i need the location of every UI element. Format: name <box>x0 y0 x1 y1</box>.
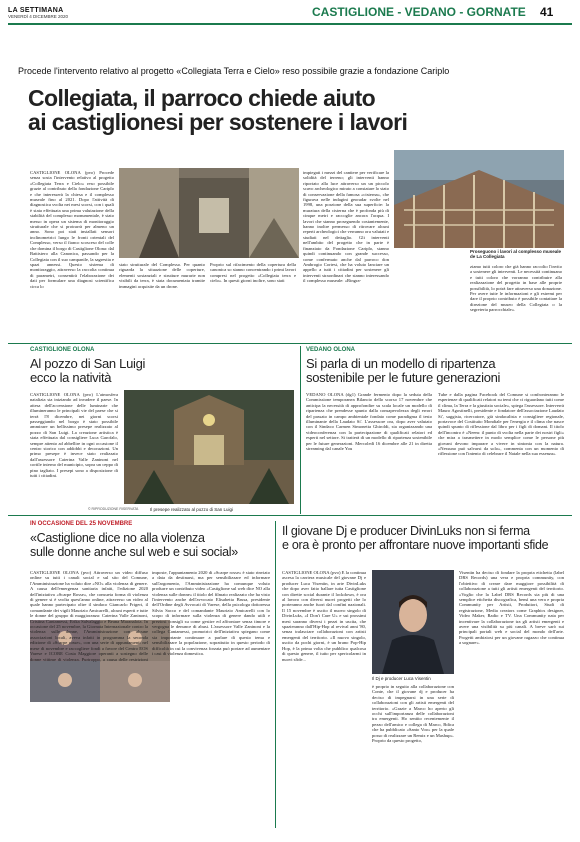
dj-headline-line1: Il giovane Dj e producer DivinLuks non si ferma <box>282 524 530 538</box>
luigi-tag: CASTIGLIONE OLONA <box>30 347 95 353</box>
ripartenza-headline <box>306 357 572 385</box>
luigi-headline-line1: Al pozzo di San Luigi <box>30 356 146 371</box>
lead-column-3: Proprio sul rifacimento della copertura della canonica so stanno concentrando i primi lavori compresi nel progetto «Collegiata terra e cielo». In questi giorni inoltre, sono stati <box>210 262 296 284</box>
ripartenza-headline-line2: sostenibile per le future generazioni <box>306 370 501 385</box>
dj-portrait-image <box>372 570 454 674</box>
violenza-headline-line1: «Castiglione dice no alla violenza <box>30 531 205 545</box>
luigi-column-1: CASTIGLIONE OLONA (pvo) L'atmosfera natalizia sta iniziando ad invadere il paese. In attesa dell'accensione delle luminarie che illumineranno le principali vie del paese che si terrà l'8 dicembre, nei giorni scorsi passeggiando nel borgo è stato possibile ammirare un bellissimo presepe realizzato al pozzo di San Luigi. La creazione artistica è stata effettuata dal consigliere Luca Garofalo, sempre attento ad abbellire in ogni occasione il centro storico con addobbi e decorazioni. Un primo presepe è invece stato realizzato dall'assessore Caterina Valle Zaninoni nel cortile interno del municipio, sopra un ceppo di pino tagliato. I presepi sono a disposizione di tutti i cittadini. <box>30 392 118 479</box>
lead-photo-scaffold <box>394 150 564 248</box>
lead-headline-line2: ai castiglionesi per sostenere i lavori <box>28 109 408 135</box>
dj-photo-caption: Il Dj e producer Luca Visentin <box>372 676 431 681</box>
bottom-column-divider <box>275 521 276 828</box>
page-number: 41 <box>540 5 554 19</box>
lead-bottom-rule <box>8 343 572 344</box>
ripartenza-column-2: Tube e dalla pagina Facebook del Comune si confronteranno le esperienze di qualificati relatori su temi che ci riguardano tutti come il clima, la Terra e la giustizia sociale», spiega l'assessore. Interverrà Mauro Agostinelli, presidente e fondatore dell'associazione Laudato Si', saggista, ricercatore, già sindacalista e consigliere regionale, portavoce del Costituito Mondiale per l'energia e il clima che nasce quindi spunto di riflessione dal libro per i figli di domani. Il titolo dell'incontro è «Neem: il punto di svolta nella parte dei nostri figli» che mira a trasmettere in modo semplice come le persone più giovani devono imparare a vivere in sintonia con la natura. «Nessuno può salvarsi da solo», commenta con un momento di riflessione con l'intento di celebrare il Natale nella sua essenza». <box>438 392 564 457</box>
masthead-left <box>8 7 68 19</box>
luigi-credit: © RIPRODUZIONE RISERVATA <box>88 507 139 511</box>
middle-rule <box>8 515 572 516</box>
masthead-rule <box>8 23 572 25</box>
lead-headline <box>28 86 528 134</box>
publication-name: LA SETTIMANA <box>8 7 64 14</box>
lead-photo-caption: Proseguono i lavori al complesso museale de La Collegiata <box>470 249 562 259</box>
column-divider <box>300 346 301 514</box>
violenza-headline-line2: sulle donne anche sul web e sui social» <box>30 545 238 559</box>
dj-headline-line2: e ora è pronto per affrontare nuove importanti sfide <box>282 538 549 552</box>
dj-headline <box>282 524 572 552</box>
lead-column-5: ziamo tutti coloro che già hanno raccolto l'invito a sostenere gli interventi. Le necessità continuano e tutti coloro che vorranno contribuire alla realizzazione del progetto in base alle proprie possibilità, lo potrà fare attraverso una donazione. Per avere tutte le informazioni e gli estremi per dare il proprio contributo è possibile contattare la direzione del museo della Collegiata o la segreteria parrocchiale». <box>470 264 562 313</box>
violenza-body: CASTIGLIONE OLONA (pvo) Attraverso un video diffuso online su tutti i canali social e sul sito del Comune, l'Amministrazione ha voluto dire «NO» alla violenza di genere. A causa dell'emergenza sanitaria infatti, l'edizione 2020 dell'iniziativa «Scarpe Rosse», che consueta forma di violenza di genere si è svolta quest'anno online, attraverso un video al quale hanno partecipato oltre il sindaco Giancarlo Frigeri, il comandante dei vigili Maurizio Amicarelli, alcuni esperti e tutte le donne del gruppo di maggioranza: Caterina Valle Zaninoni, Cristina Cantamessi, Erika Salvalaggio e Beana Maranaloia. In occasione del 25 novembre, la Giornata Internazionale contro la violenza sulle donne, l'Amministrazione con alcune associazioni locali, aveva infatti in programma la seconda edizione di «Scarpe rosse», con una serie di appuntamenti nel mese di novembre e raccogliere fondi a favore del Centro EOS Varese e ICORE Costa Maggiore operanti a sostegno delle donne vittime di violenza. Purtroppo, a causa delle restrizioni imposte, l'appuntamento 2020 di «Scarpe rosse» è stato rinviato a data da destinarsi, ma per sensibilizzare ed informare sull'argomento, l'Amministrazione ha comunque voluto produrre un contributo video «Castiglione sul web dice NO alla violenza sulle donne» il titolo del filmato realizzato che ha visto l'intervento anche dell'avvocato Elisabetta Brusa, presidente dell'Ordine degli Avvocati di Varese, della psicologa dottoressa Silvia Sacco e del comandante Maurizio Amicarelli con lo scopo di informare sulla violenza di genere dando utili e preziosi consigli su come gestire ed affrontare senza timore e vergogna le denunce di abusi. L'assessore Valle Zaninoni e la collega Cantamessi, promotrici dell'iniziativa spiegano come sia importante continuare a parlare di questo tema e sensibilizzare la popolazione, soprattutto in questo periodo di difficoltà in cui la convivenza forzata può portare ad aumentare i casi di violenza domestica. <box>30 570 270 662</box>
lead-photo-collegiata <box>119 168 299 258</box>
scaffolding-roof-image <box>394 150 564 248</box>
luigi-photo-caption: Il presepe realizzato al pozzo di San Luigi <box>150 507 234 512</box>
luigi-headline-line2: ecco la natività <box>30 370 112 385</box>
dj-photo-portrait <box>372 570 454 674</box>
luigi-photo-presepe <box>124 390 294 504</box>
violenza-headline <box>30 531 270 559</box>
ripartenza-column-1: VEDANO OLONA (dg1) Grande fermento dopo la seduta della Commissione temporanea Bilancio dello scorso 17 novembre che anticipa la necessità di approfondire su scala locale un modello di ripartenza che prendesse spunto dalla consapevolezza degli errori del passato in campo ambientale fondato come paradigma il testo illuminante della Laudato Si'. L'assessore ora, dopo aver valutato con il Sindaco Carmen Simonetta Ghiroldi, sta organizzando una videoconferenza con la partecipazione di qualificati relatori ed esperti nel settore. Si tratterà di un modello di ripartenza sostenibile per le future generazioni. Mercoledì 16 dicembre alle 21 in diretta streaming dal canale You <box>306 392 432 452</box>
dj-column-3: è proprio in seguito alla collaborazione con Conte, che il giovane dj e producer ha deciso di impegnarsi in una serie di collaborazioni con gli artisti emergenti del territorio. «Grazie a Marco ho aperto gli occhi sull'importanza delle collaborazioni tra emergenti. Ho sentito recentemente il pezzo dell'amico e collega di Marco, Bdica che ha pubblicato «Santo Voo» per la quale posso di realizzare un Remix e un Mashup». Proprio da questo progetto, <box>372 684 454 744</box>
ripartenza-tag: VEDANO OLONA <box>306 347 356 353</box>
dj-column-1: CASTIGLIONE OLONA (pvo) E la continua ascesa la carriera musicale del giovane Dj e producer Luca Visentin, in arte DivinLuks che dopo aver fatto ballare tutta Castiglione con dirette social durante il lockdown, è ora al lavoro con diversi nuovi progetti che lo porteranno anche fuori dal confini nazionali. Il 15 novembre è uscito il nuovo singolo di DivinLuks, «I Don't Care U» e sui prossimi mesi saranno diversi i pezzi in uscita, che spazieranno dall'Hip-Hop al revival anni '80, senza tralasciare collaborazioni con artisti emergenti del territorio. «Il nuovo singolo, uscito da pochi giorni, è un brano Pop-Hip Hop, è la prima volta che pubblico qualcosa di questo genere, il tutto per spericolarmi in nuovi sfide... <box>282 570 366 662</box>
dj-column-4: Visentin ha deciso di fondare la propria etichetta (label DRS Records) una vera e propria community, con l'obiettivo di creare dare maggiore possibilità di collaborazione a tutti gli artisti emergenti del territorio. «Voglio che la Label DRS Records sia più di una semplice etichetta discografica, bensì una vera e propria Community per Artisti, Produttori, Studi di registrazione, Media creators come Graphics designer, Video Maker, Radio e TV. Una Community nata per incentivare la collaborazione tra gli artisti emergenti e avere una visibilità su più canali. A breve sarò sui principali portali web e social del mondo dell'arte. Progetti ambiziosi per un giovane ragazzo che continua a sognare». <box>459 570 564 646</box>
violenza-tag: IN OCCASIONE DEL 25 NOVEMBRE <box>30 521 133 527</box>
lead-headline-line1: Collegiata, il parroco chiede aiuto <box>28 85 376 111</box>
luigi-headline <box>30 357 280 385</box>
nativity-scene-image <box>124 390 294 504</box>
ripartenza-headline-line1: Si parla di un modello di ripartenza <box>306 356 496 371</box>
section-title: CASTIGLIONE - VEDANO - GORNATE <box>312 5 526 19</box>
publication-date: VENERDÌ 4 DICEMBRE 2020 <box>8 14 69 19</box>
lead-column-2: stato strutturale del Complesso. Per quanto riguarda la situazione delle coperture, elementi sostanziali e strutture murarie non visibili da terra, è stata documentata tramite immagini acquisite da un drone. <box>119 262 205 289</box>
collegiata-interior-image <box>119 168 299 258</box>
lead-column-1: CASTIGLIONE OLONA (pvo) Procede senza sosta l'intervento relativo al progetto «Collegiata Terra e Cielo» reso possibile grazie al contributo della fondazione Cariplo e che interesserà la chiesa e il complesso museale fino al 2021. Dopo l'attività di diagnostica svolta nei mesi scorsi, con i quali è stata effettuata una prima valutazione della stabilità del complesso monumentale, è stato messo in opera un sistema di monitoraggio strutturale che si protrarrà per almeno un anno. Sono poi stati installati sensori inclinometrici lungo le fronti orientali del Complesso, verso il fianco scosceso del colle che domina il borgo di Castiglione Olona: dal Battistero alla Canonica, passando per la Collegiata con il suo campanile, la sagrestia e spazi annessi. Questo sistema di monitoraggio, attraverso la raccolta continua di parametri, consentirà l'elaborazione dei dati per formulare una diagnosi scientifica circa lo <box>30 170 114 289</box>
lead-column-4: impiegati i mezzi del cantiere per verificare la solidità del terreno; gli interventi hanno riportato alla luce attraverso un un piccolo scavo archeologico mirato a constatare lo stato di conservazione della famosa «cisterna», che figurava nelle indagini georadar svolte nel 1998, una porzione della sua superficie: la muratura della cisterna che è profonda più di cinque metri e raccoglie ancora l'acqua. I lavori che stanno proseguendo costantemente, hanno inoltre permesso di ritrovare alcuni reperti archeologici che verranno ora valutati e studiati nel dettaglio. Gli interventi nell'ambito del progetto che in parte è finanziato da Fondazione Cariplo, stanno quindi continuando con grande successo, come confermato anche dal parroco don Ambrogio Cortesi, che ha voluto lanciare un appello a tutti i cittadini per sostenere gli interventi straordinari che stanno interessando il complesso museale: «Ringra- <box>303 170 389 284</box>
lead-kicker: Procede l'intervento relativo al progetto «Collegiata Terra e Cielo» reso possibile grazie a fondazione Cariplo <box>18 66 450 76</box>
